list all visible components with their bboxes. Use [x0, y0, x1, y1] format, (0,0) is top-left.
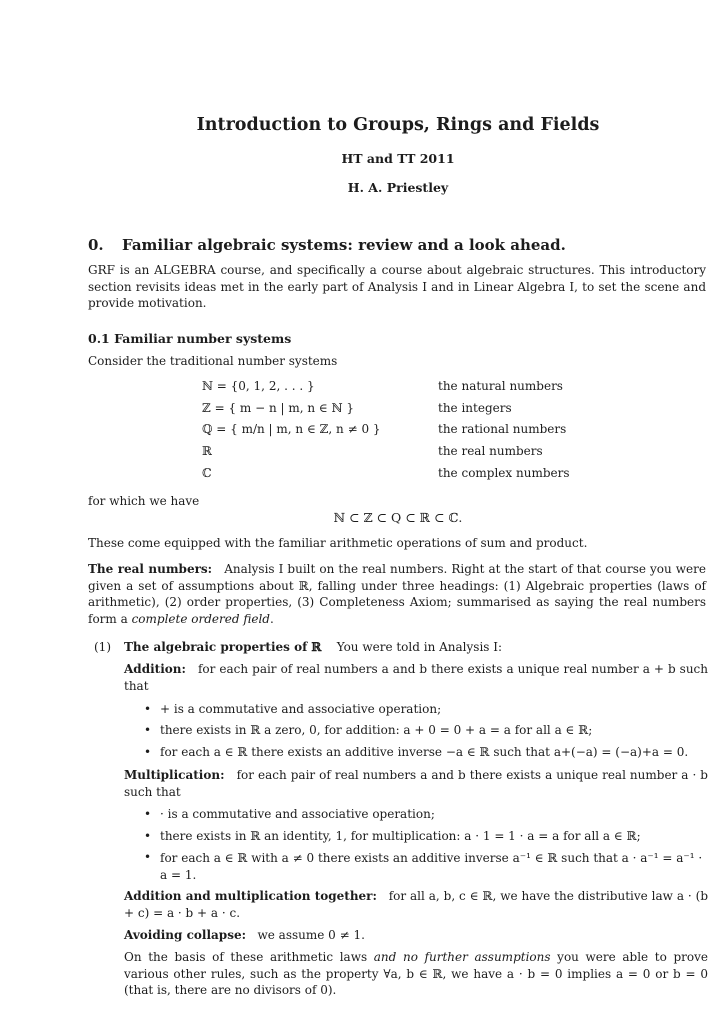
real-numbers-label: The real numbers — [88, 562, 208, 576]
subsection-heading: 0.1 Familiar number systems — [88, 331, 292, 346]
document-title: Introduction to Groups, Rings and Fields — [196, 115, 600, 135]
enum-label: (1) — [94, 640, 111, 654]
which-we-have: for which we have — [88, 494, 200, 508]
multiplication-paragraph: Multiplication: for each pair of real numbers a and b there exists a unique real number a · b such that — [124, 768, 708, 799]
number-system-symbol: ℕ = {0, 1, 2, . . . } — [202, 379, 315, 393]
addition-paragraph: Addition: for each pair of real numbers a and b there exists a unique real number a + b such that — [124, 662, 708, 693]
number-system-desc: the natural numbers — [438, 379, 563, 393]
multiplication-text: for each pair of real numbers a and b there exists a unique real number a · b such that — [124, 768, 708, 799]
section-number: 0. — [88, 236, 104, 254]
subsection-lead: Consider the traditional number systems — [88, 354, 338, 368]
list-item: • for each a ∈ ℝ there exists an additive inverse −a ∈ ℝ such that a+(−a) = (−a)+a = 0. — [144, 745, 689, 759]
collapse-paragraph: Avoiding collapse: we assume 0 ≠ 1. — [124, 928, 365, 942]
collapse-label: Avoiding collapse — [124, 928, 242, 942]
number-system-desc: the complex numbers — [438, 466, 570, 480]
multiplication-label: Multiplication — [124, 768, 221, 782]
section-heading — [88, 236, 566, 254]
document-author: H. A. Priestley — [347, 180, 449, 195]
number-system-symbol: ℂ — [202, 466, 212, 480]
basis-pre: On the basis of these arithmetic laws — [124, 950, 368, 964]
number-system-symbol: ℝ — [202, 444, 212, 458]
number-system-symbol: ℤ = { m − n | m, n ∈ ℕ } — [202, 401, 355, 415]
basis-emph: and no further assumptions — [373, 950, 551, 964]
together-text: for all a, b, c ∈ ℝ, we have the distributive law a · (b + c) = a · b + a · c. — [124, 889, 709, 920]
section-title: Familiar algebraic systems: review and a look ahead. — [122, 236, 566, 254]
number-system-desc: the real numbers — [438, 444, 543, 458]
number-system-desc: the integers — [438, 401, 512, 415]
algebraic-heading: The algebraic properties of ℝ — [124, 640, 322, 654]
equipped-sentence: These come equipped with the familiar arithmetic operations of sum and product. — [88, 536, 588, 550]
number-system-desc: the rational numbers — [438, 422, 567, 436]
document-term: HT and TT 2011 — [341, 151, 455, 166]
algebraic-properties-heading — [94, 640, 502, 654]
list-item: • there exists in ℝ a zero, 0, for addition: a + 0 = 0 + a = a for all a ∈ ℝ; — [144, 723, 593, 737]
list-item: • · is a commutative and associative operation; — [144, 807, 435, 821]
together-label: Addition and multiplication together — [124, 889, 373, 903]
real-numbers-emph: complete ordered field — [131, 611, 270, 626]
basis-paragraph — [124, 949, 708, 999]
addition-text: for each pair of real numbers a and b there exists a unique real number a + b such that — [124, 662, 708, 693]
section-intro: GRF is an ALGEBRA course, and specifically a course about algebraic structures. This introductory section revisits ideas met in the early part of Analysis I and in Linear Algebra I, to set the scene and provide motivation. — [88, 263, 706, 310]
number-system-symbol: ℚ = { m/n | m, n ∈ ℤ, n ≠ 0 } — [202, 422, 381, 436]
real-numbers-text: Analysis I built on the real numbers. Right at the start of that course you were given a set of assumptions about ℝ, falling under three headings: (1) Algebraic properties (laws of arithmetic), (2) order properties, (3) Completeness Axiom; summarised as saying the real numbers form a — [88, 562, 707, 626]
list-item: • there exists in ℝ an identity, 1, for multiplication: a · 1 = 1 · a = a for all a ∈ ℝ; — [144, 829, 641, 843]
algebraic-text: You were told in Analysis I: — [336, 640, 503, 654]
inclusion-chain: ℕ ⊂ ℤ ⊂ Q ⊂ ℝ ⊂ ℂ. — [333, 510, 463, 525]
together-paragraph: Addition and multiplication together: for all a, b, c ∈ ℝ, we have the distributive law a · (b + c) = a · b + a · c. — [124, 889, 709, 920]
list-item: • + is a commutative and associative operation; — [144, 702, 442, 716]
collapse-text: we assume 0 ≠ 1. — [257, 928, 365, 942]
addition-label: Addition — [124, 662, 182, 676]
real-numbers-paragraph: The real numbers: Analysis I built on the real numbers. Right at the start of that course you were given a set of assumptions about ℝ, falling under three headings: (1) Algebraic properties (laws of arithmetic), (2) order properties, (3) Completeness Axiom; summarised as saying the real numbers form a complete ordered field. — [88, 562, 707, 626]
basis-post: you were able to prove various other rules, such as the property ∀a, b ∈ ℝ, we have a · b = 0 implies a = 0 or b = 0 (that is, there are no divisors of 0). — [124, 950, 708, 997]
